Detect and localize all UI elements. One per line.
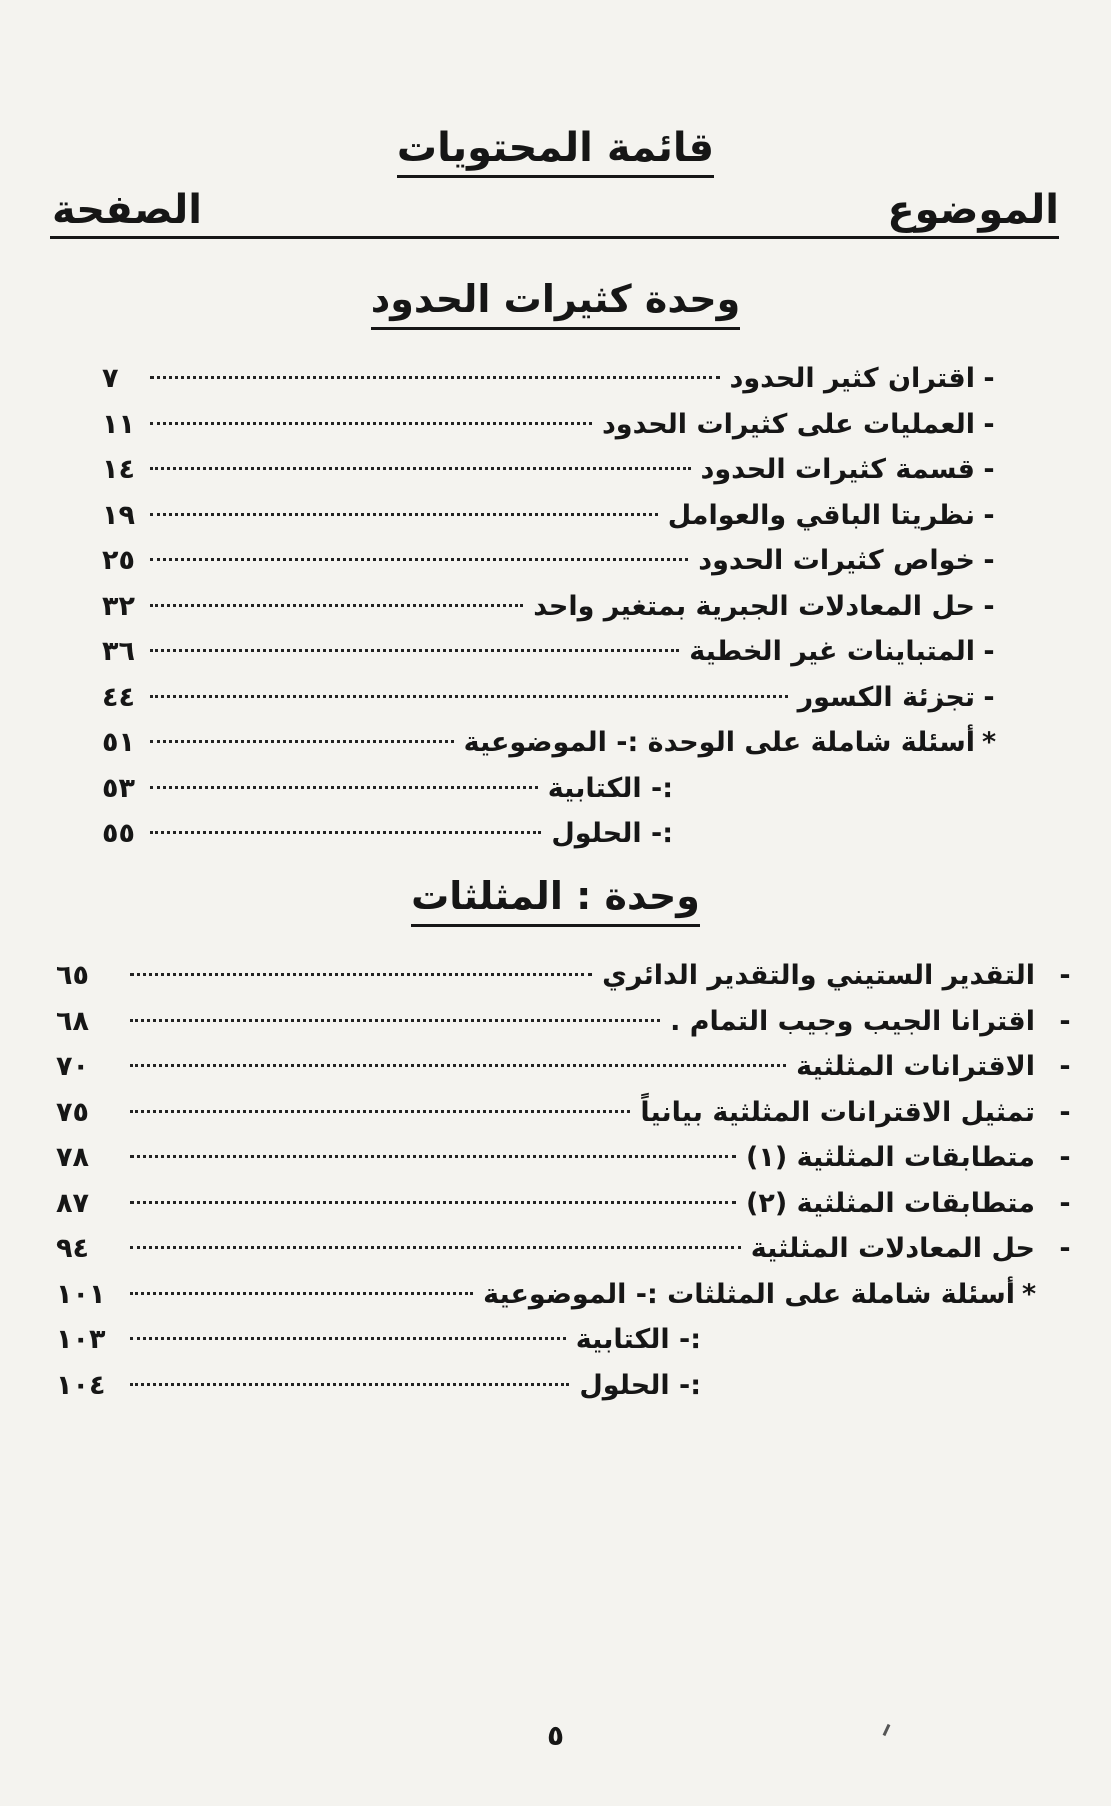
entry-title: الاقترانات المثلثية	[796, 1051, 1035, 1082]
dot-leader	[150, 649, 679, 652]
dot-leader	[130, 1337, 566, 1340]
entry-page: ٤٤	[102, 681, 135, 713]
dot-leader	[150, 558, 688, 561]
entry-page: ١٠١	[56, 1278, 106, 1310]
dot-leader	[130, 973, 592, 976]
entry-marker: -	[1059, 960, 1071, 991]
toc-entry[interactable]	[102, 584, 1003, 630]
dot-leader	[130, 1110, 630, 1113]
entry-marker: -	[983, 408, 995, 440]
entry-title: نظريتا الباقي والعوامل	[667, 499, 975, 531]
entry-page: ٨٧	[56, 1187, 89, 1219]
toc-entry[interactable]	[0, 1135, 1087, 1181]
entry-title: حل المعادلات المثلثية	[750, 1233, 1035, 1264]
dot-leader	[150, 695, 788, 698]
entry-page: ٥٣	[102, 772, 135, 804]
dot-leader	[150, 513, 658, 516]
entry-title: متطابقات المثلثية (١)	[746, 1142, 1035, 1173]
entry-page: ٥١	[102, 727, 135, 758]
entry-marker: -	[983, 681, 995, 713]
entry-marker: -	[1059, 1051, 1071, 1082]
dot-leader	[130, 1292, 473, 1295]
entry-title: متطابقات المثلثية (٢)	[746, 1187, 1035, 1219]
entry-page: ٦٥	[56, 960, 89, 991]
toc-entry[interactable]	[102, 629, 1003, 675]
toc-title-text: قائمة المحتويات	[397, 125, 714, 178]
toc-entry[interactable]	[0, 1090, 1087, 1136]
toc-entry[interactable]	[102, 356, 1003, 402]
entry-marker: -	[983, 590, 995, 622]
entry-page: ١١	[102, 408, 135, 440]
entry-title: اقترانا الجيب وجيب التمام .	[670, 1005, 1035, 1037]
dot-leader	[130, 1201, 736, 1204]
entry-marker: -	[983, 454, 995, 485]
dot-leader	[130, 1155, 736, 1158]
entry-title: :- الحلول	[579, 1369, 701, 1401]
entry-title: قسمة كثيرات الحدود	[700, 454, 975, 485]
entry-title: العمليات على كثيرات الحدود	[601, 408, 975, 440]
entry-title: اقتران كثير الحدود	[729, 363, 975, 394]
entry-page: ٧٠	[56, 1051, 89, 1082]
entry-page: ٧	[102, 363, 119, 394]
toc-entry-review[interactable]	[102, 811, 1003, 857]
unit2-entry-list	[0, 953, 1087, 1408]
entry-title: :- الكتابية	[547, 772, 673, 804]
entry-title: المتباينات غير الخطية	[689, 636, 975, 667]
unit1-entry-list	[102, 356, 1003, 857]
dot-leader	[150, 376, 720, 379]
column-header-subject: الموضوع	[887, 187, 1059, 233]
entry-page: ١٩	[102, 499, 135, 531]
toc-title	[0, 125, 1111, 171]
entry-title: أسئلة شاملة على المثلثات :- الموضوعية	[483, 1278, 1015, 1310]
toc-entry[interactable]	[102, 538, 1003, 584]
unit-title-text: وحدة كثيرات الحدود	[371, 277, 741, 330]
toc-entry-review[interactable]	[0, 1317, 1087, 1363]
entry-title: :- الكتابية	[575, 1324, 701, 1355]
entry-title: أسئلة شاملة على الوحدة :- الموضوعية	[463, 727, 975, 758]
page-number: ٥	[546, 1719, 565, 1752]
toc-entry[interactable]	[102, 447, 1003, 493]
entry-marker: -	[983, 363, 995, 394]
entry-page: ٧٨	[56, 1142, 89, 1173]
entry-marker: -	[983, 545, 995, 576]
entry-page: ٩٤	[56, 1233, 89, 1264]
column-header-page: الصفحة	[52, 187, 203, 233]
dot-leader	[150, 831, 541, 834]
entry-title: حل المعادلات الجبرية بمتغير واحد	[533, 590, 975, 622]
toc-entry-review[interactable]	[102, 766, 1003, 812]
toc-entry[interactable]	[0, 1044, 1087, 1090]
entry-title: تمثيل الاقترانات المثلثية بيانياً	[640, 1096, 1035, 1128]
entry-marker: -	[1059, 1142, 1071, 1173]
dot-leader	[150, 422, 592, 425]
toc-entry-review[interactable]	[0, 1272, 1087, 1318]
entry-page: ١٤	[102, 454, 135, 485]
dot-leader	[130, 1064, 786, 1067]
dot-leader	[150, 740, 454, 743]
toc-entry[interactable]	[0, 1181, 1087, 1227]
toc-entry-review[interactable]	[102, 720, 1003, 766]
entry-page: ٣٢	[102, 590, 135, 622]
toc-entry[interactable]	[102, 402, 1003, 448]
dot-leader	[150, 467, 691, 470]
entry-page: ٧٥	[56, 1096, 89, 1128]
dot-leader	[130, 1383, 569, 1386]
unit-title-polynomials	[0, 277, 1111, 321]
entry-page: ٢٥	[102, 545, 135, 576]
entry-marker: *	[981, 727, 997, 758]
entry-title: خواص كثيرات الحدود	[698, 545, 975, 576]
entry-page: ٦٨	[56, 1005, 89, 1037]
entry-title: تجزئة الكسور	[797, 681, 975, 713]
entry-page: ٥٥	[102, 818, 135, 849]
toc-entry-review[interactable]	[0, 1363, 1087, 1409]
entry-marker: -	[1059, 1233, 1071, 1264]
dot-leader	[150, 604, 523, 607]
toc-entry[interactable]	[0, 999, 1087, 1045]
unit-title-text: وحدة : المثلثات	[411, 874, 700, 927]
unit-title-trigonometry	[0, 874, 1111, 918]
entry-title: التقدير الستيني والتقدير الدائري	[602, 960, 1035, 991]
toc-entry[interactable]	[0, 953, 1087, 999]
toc-entry[interactable]	[0, 1226, 1087, 1272]
entry-marker: -	[1059, 1005, 1071, 1037]
toc-entry[interactable]	[102, 675, 1003, 721]
header-rule	[50, 236, 1059, 239]
dot-leader	[150, 786, 538, 789]
entry-page: ١٠٤	[56, 1369, 106, 1401]
dot-leader	[130, 1246, 741, 1249]
toc-entry[interactable]	[102, 493, 1003, 539]
entry-marker: -	[1059, 1096, 1071, 1128]
entry-title: :- الحلول	[551, 818, 673, 849]
entry-marker: *	[1021, 1278, 1037, 1310]
entry-page: ١٠٣	[56, 1324, 106, 1355]
entry-marker: -	[1059, 1187, 1071, 1219]
entry-marker: -	[983, 636, 995, 667]
entry-marker: -	[983, 499, 995, 531]
dot-leader	[130, 1019, 660, 1022]
entry-page: ٣٦	[102, 636, 135, 667]
